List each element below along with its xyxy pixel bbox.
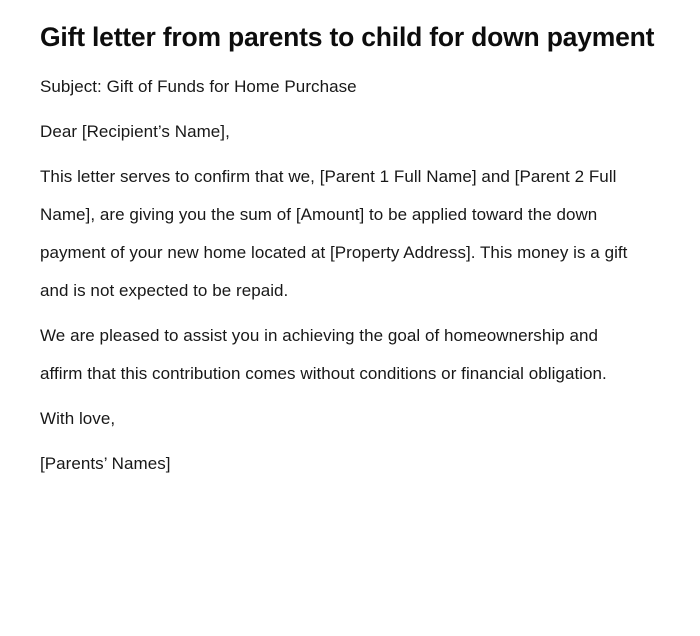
subject-line: Subject: Gift of Funds for Home Purchase bbox=[40, 77, 357, 96]
body-paragraph-2: We are pleased to assist you in achieving the goal of homeownership and affirm that this contribution comes without conditions or financial obligation. bbox=[40, 326, 607, 383]
salutation: Dear [Recipient’s Name], bbox=[40, 122, 230, 141]
closing: With love, bbox=[40, 409, 116, 428]
page-title: Gift letter from parents to child for down payment bbox=[40, 22, 655, 52]
body-paragraph-1: This letter serves to confirm that we, [Parent 1 Full Name] and [Parent 2 Full Name], are giving you the sum of [Amount] to be applied toward the down payment of your new home located at [Property Address]. This money is a gift and is not expected to be repaid. bbox=[40, 167, 628, 300]
signature: [Parents’ Names] bbox=[40, 454, 171, 473]
